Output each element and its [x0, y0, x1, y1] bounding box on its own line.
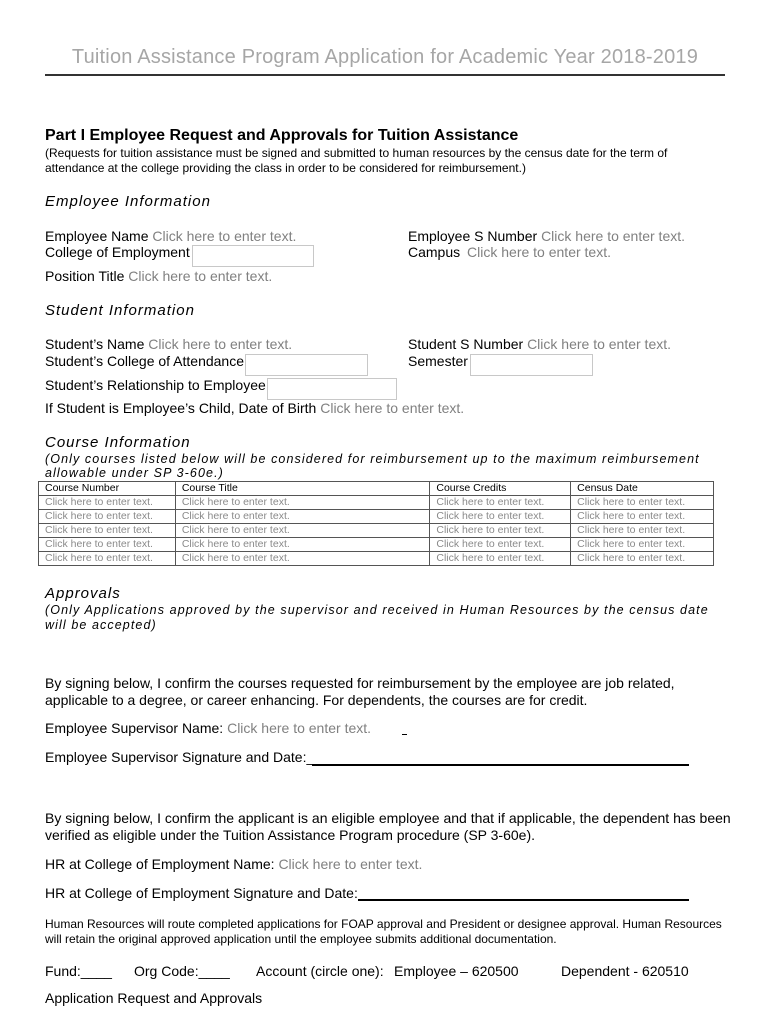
column-header-course-credits: Course Credits	[430, 482, 571, 496]
approvals-note: (Only Applications approved by the supervisor and received in Human Resources by the census date will be accepted)	[45, 603, 709, 632]
census-date-cell[interactable]: Click here to enter text.	[571, 496, 714, 510]
employee-name-input[interactable]: Click here to enter text.	[152, 228, 297, 244]
course-credits-cell[interactable]: Click here to enter text.	[430, 496, 571, 510]
title-rule	[45, 74, 725, 76]
student-name-input[interactable]: Click here to enter text.	[148, 336, 293, 352]
position-title-field	[45, 268, 272, 284]
census-date-cell[interactable]: Click here to enter text.	[571, 538, 714, 552]
part1-heading: Part I Employee Request and Approvals for Tuition Assistance	[45, 127, 519, 144]
column-header-census-date: Census Date	[571, 482, 714, 496]
supervisor-name-field	[45, 720, 371, 736]
employee-account-option[interactable]: Employee – 620500	[394, 963, 519, 979]
table-row	[39, 552, 714, 566]
table-row	[39, 496, 714, 510]
employee-name-label: Employee Name	[45, 228, 149, 244]
student-dob-input[interactable]: Click here to enter text.	[320, 400, 465, 416]
hr-signature-label: HR at College of Employment Signature and Date:	[45, 885, 358, 901]
campus-input[interactable]: Click here to enter text.	[467, 244, 611, 260]
campus-field	[408, 244, 611, 260]
student-snumber-input[interactable]: Click here to enter text.	[527, 336, 672, 352]
semester-dropdown[interactable]	[470, 354, 593, 376]
course-credits-cell[interactable]: Click here to enter text.	[430, 510, 571, 524]
course-info-heading: Course Information	[45, 434, 191, 451]
supervisor-signature-line[interactable]	[312, 764, 689, 766]
position-title-label: Position Title	[45, 268, 125, 284]
student-relationship-label: Student’s Relationship to Employee	[45, 377, 266, 393]
campus-label: Campus	[408, 244, 461, 260]
course-table	[38, 481, 714, 566]
course-title-cell[interactable]: Click here to enter text.	[175, 524, 430, 538]
employee-info-heading: Employee Information	[45, 193, 211, 210]
supervisor-confirmation-text: By signing below, I confirm the courses requested for reimbursement by the employee are job related, applicable to a degree, or career enhancing. For dependents, the courses are for credit.	[45, 675, 675, 708]
student-snumber-field	[408, 336, 671, 352]
fund-field: Fund:____	[45, 963, 112, 979]
column-header-course-number: Course Number	[39, 482, 176, 496]
student-college-dropdown[interactable]	[245, 354, 368, 376]
org-code-field: Org Code:____	[134, 963, 230, 979]
employee-name-field	[45, 228, 296, 244]
course-number-cell[interactable]: Click here to enter text.	[39, 538, 176, 552]
hr-name-label: HR at College of Employment Name:	[45, 856, 275, 872]
supervisor-name-label: Employee Supervisor Name:	[45, 720, 224, 736]
student-info-heading: Student Information	[45, 302, 195, 319]
college-of-employment-dropdown[interactable]	[192, 245, 314, 267]
employee-snumber-label: Employee S Number	[408, 228, 538, 244]
table-row	[39, 524, 714, 538]
supervisor-name-input[interactable]: Click here to enter text.	[227, 720, 372, 736]
document-footer: Application Request and Approvals	[45, 990, 263, 1006]
census-date-cell[interactable]: Click here to enter text.	[571, 524, 714, 538]
college-of-employment-label: College of Employment	[45, 244, 190, 260]
course-table-header	[39, 482, 714, 496]
employee-snumber-field	[408, 228, 685, 244]
student-name-label: Student’s Name	[45, 336, 145, 352]
course-number-cell[interactable]: Click here to enter text.	[39, 524, 176, 538]
student-college-label: Student’s College of Attendance	[45, 353, 245, 369]
course-title-cell[interactable]: Click here to enter text.	[175, 496, 430, 510]
position-title-input[interactable]: Click here to enter text.	[128, 268, 273, 284]
table-row	[39, 538, 714, 552]
course-credits-cell[interactable]: Click here to enter text.	[430, 552, 571, 566]
approvals-heading: Approvals	[45, 585, 121, 602]
dependent-account-option[interactable]: Dependent - 620510	[561, 963, 689, 979]
student-relationship-dropdown[interactable]	[267, 378, 397, 400]
student-dob-label: If Student is Employee’s Child, Date of Birth	[45, 400, 317, 416]
part1-note: (Requests for tuition assistance must be signed and submitted to human resources by the census date for the term of attendance at the college providing the class in order to be considered for reimbursement.)	[45, 146, 668, 175]
hr-confirmation-text: By signing below, I confirm the applicant is an eligible employee and that if applicable, the dependent has been verified as eligible under the Tuition Assistance Program procedure (SP 3-60e).	[45, 810, 731, 843]
student-snumber-label: Student S Number	[408, 336, 524, 352]
course-credits-cell[interactable]: Click here to enter text.	[430, 524, 571, 538]
student-name-field	[45, 336, 292, 352]
hr-signature-line[interactable]	[358, 899, 689, 901]
account-label: Account (circle one):	[256, 963, 384, 979]
employee-snumber-input[interactable]: Click here to enter text.	[541, 228, 686, 244]
course-info-note: (Only courses listed below will be considered for reimbursement up to the maximum reimbursement allowable under SP 3-60e.)	[45, 452, 700, 480]
semester-label: Semester	[408, 353, 468, 369]
course-title-cell[interactable]: Click here to enter text.	[175, 552, 430, 566]
hr-name-field	[45, 856, 422, 872]
table-row	[39, 510, 714, 524]
course-number-cell[interactable]: Click here to enter text.	[39, 496, 176, 510]
student-dob-field	[45, 400, 464, 416]
hr-name-input[interactable]: Click here to enter text.	[278, 856, 423, 872]
hr-routing-note: Human Resources will route completed applications for FOAP approval and President or designee approval. Human Resources will retain the original approved application until the employee submits additional documentation.	[45, 917, 722, 946]
document-title: Tuition Assistance Program Application for Academic Year 2018-2019	[71, 46, 699, 68]
course-title-cell[interactable]: Click here to enter text.	[175, 510, 430, 524]
course-credits-cell[interactable]: Click here to enter text.	[430, 538, 571, 552]
course-title-cell[interactable]: Click here to enter text.	[175, 538, 430, 552]
census-date-cell[interactable]: Click here to enter text.	[571, 552, 714, 566]
column-header-course-title: Course Title	[175, 482, 430, 496]
supervisor-signature-label: Employee Supervisor Signature and Date:_	[45, 749, 315, 765]
course-number-cell[interactable]: Click here to enter text.	[39, 552, 176, 566]
supervisor-name-underline	[402, 734, 407, 735]
course-number-cell[interactable]: Click here to enter text.	[39, 510, 176, 524]
census-date-cell[interactable]: Click here to enter text.	[571, 510, 714, 524]
